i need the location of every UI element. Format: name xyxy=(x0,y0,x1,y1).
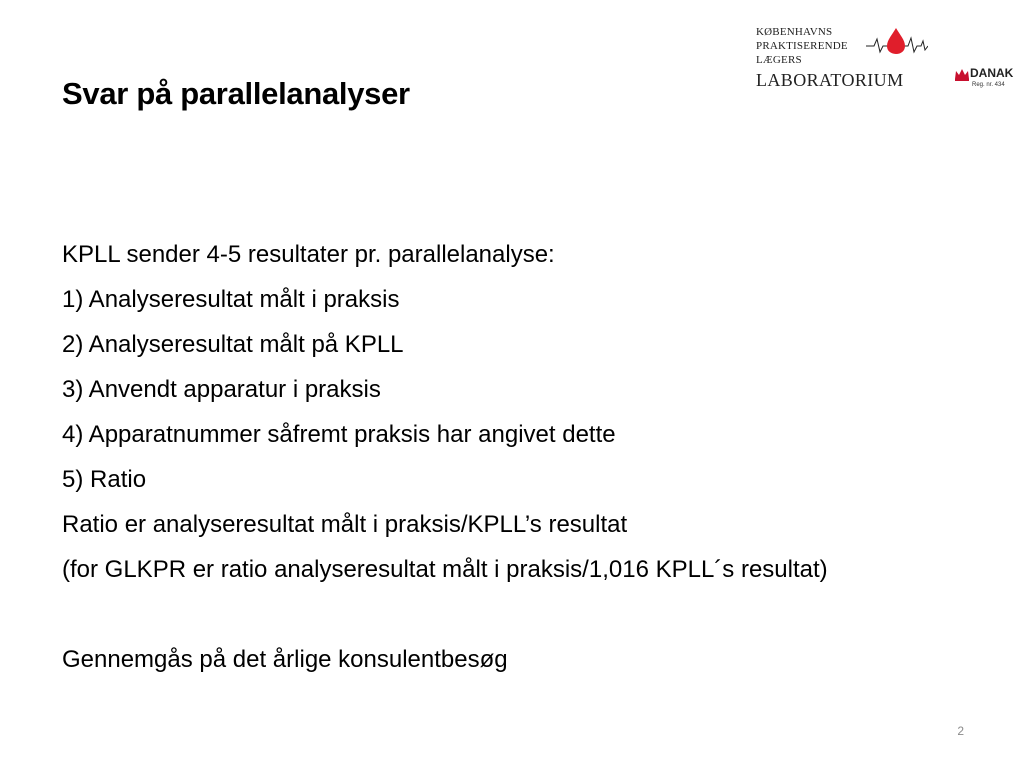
logo-text-line-4: LABORATORIUM xyxy=(756,70,904,90)
kpll-logo xyxy=(756,26,928,92)
list-item: 5) Ratio xyxy=(62,466,147,493)
list-item: 2) Analyseresultat målt på KPLL xyxy=(62,331,404,358)
danak-logo xyxy=(954,66,1016,96)
glkpr-note: (for GLKPR er ratio analyseresultat målt i praksis/1,016 KPLL´s resultat) xyxy=(62,556,828,583)
danak-name: DANAK xyxy=(970,66,1014,80)
list-item: 3) Anvendt apparatur i praksis xyxy=(62,376,381,403)
list-item: 1) Analyseresultat målt i praksis xyxy=(62,286,400,313)
crown-icon xyxy=(954,68,970,82)
intro-text: KPLL sender 4-5 resultater pr. parallelanalyse: xyxy=(62,241,555,268)
slide-content xyxy=(62,232,982,682)
blood-drop-heartbeat-icon xyxy=(866,26,928,56)
logo-text-line-3: LÆGERS xyxy=(756,54,802,66)
danak-registration: Reg. nr. 434 xyxy=(972,82,1005,88)
footer-note: Gennemgås på det årlige konsulentbesøg xyxy=(62,646,508,673)
page-number: 2 xyxy=(957,724,964,738)
blank-line xyxy=(62,592,982,637)
logo-text-line-2: PRAKTISERENDE xyxy=(756,40,848,52)
ratio-note: Ratio er analyseresultat målt i praksis/KPLL’s resultat xyxy=(62,511,628,538)
list-item: 4) Apparatnummer såfremt praksis har angivet dette xyxy=(62,421,616,448)
logo-text-line-1: KØBENHAVNS xyxy=(756,26,833,38)
slide-title: Svar på parallelanalyser xyxy=(62,76,410,111)
